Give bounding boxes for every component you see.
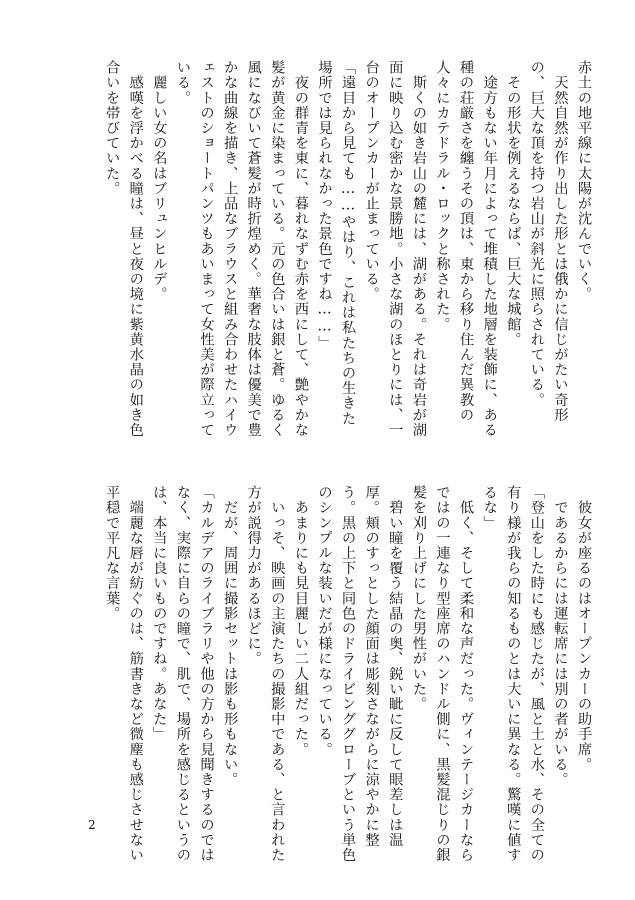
- paragraph: 「遠目から見ても……やはり、これは私たちの生きた場所では見られなかった景色ですね……」: [316, 60, 357, 426]
- paragraph: あまりにも見目麗しい二人組だった。: [292, 485, 309, 757]
- paragraph: 感嘆を浮かべる瞳は、昼と夜の境に紫黄水晶の如き色合いを帯びていた。: [104, 60, 144, 438]
- paragraph: 天然自然が作り出した形とは俄かに信じがたい奇形の、巨大な頂を持つ岩山が斜光に照らされている。: [528, 60, 569, 423]
- paragraph: 斯くの如き岩山の麓には、湖がある。それは奇岩が湖面に映り込む密かな景勝地。小さな湖のほとりには、一台のオープンカーが止まっている。: [363, 60, 427, 438]
- paragraph: であるからには運転席には別の者がいる。: [552, 485, 569, 787]
- paragraph: 麗しい女の名はブリュンヒルデ。: [151, 60, 168, 302]
- paragraph: 赤土の地平線に太陽が沈んでいく。: [576, 60, 592, 302]
- paragraph: 「カルデアのライブラリや他の方から見聞きするのではなく、実際に自らの瞳で、肌で、場所を感じるというのは、本当に良いものですね。あなた」: [151, 485, 215, 863]
- lower-text-block: [30, 485, 595, 865]
- paragraph: 碧い瞳を覆う結晶の奥、鋭い眦に反して眼差しは温厚。頬のすっとした顔面は彫刻さながらに涼やかに整う。黒の上下と同色のドライビンググローブという単色のシンプルな装いだが様になっている。: [316, 485, 404, 863]
- paragraph: その形状を例えるならば、巨大な城館。: [505, 60, 522, 347]
- paragraph: 夜の群青を東に、暮れなずむ赤を西にして、艶やかな髪が黄金に染まっている。元の色合いは銀と蒼。ゆるく風になびいて蒼髪が時折煌めく。華奢な肢体は優美で豊かな曲線を描き、上品なブラウスと組み合わせたハイウェストのショートパンツもあいまって女性美が際立っている。: [174, 60, 309, 438]
- paragraph: 途方もない年月によって堆積した地層を装飾に、ある種の荘厳さを纏うその頂は、東から移り住んだ異教の人々にカテドラル・ロックと称された。: [434, 60, 498, 438]
- upper-text-block: [30, 60, 595, 440]
- paragraph: 端麗な唇が紡ぐのは、筋書きなど微塵も感じさせない平穏で平凡な言葉。: [104, 485, 144, 863]
- paragraph: だが、周囲に撮影セットは影も形もない。: [222, 485, 239, 787]
- paragraph: いっそ、映画の主演たちの撮影中である、と言われた方が説得力があるほどに。: [245, 485, 286, 863]
- paragraph: 彼女が座るのはオープンカーの助手席。: [576, 485, 592, 772]
- paragraph: 低く、そして柔和な声だった。ヴィンテージカーならではの一連なり型座席のハンドル側に、黒髪混じりの銀髪を刈り上げにした男性がいた。: [410, 485, 475, 863]
- page-number: 2: [88, 818, 96, 832]
- paragraph: 「登山をした時にも感じたが、風と土と水、その全ての有り様が我らの知るものとは大いに異なる。驚嘆に値するな」: [481, 485, 545, 863]
